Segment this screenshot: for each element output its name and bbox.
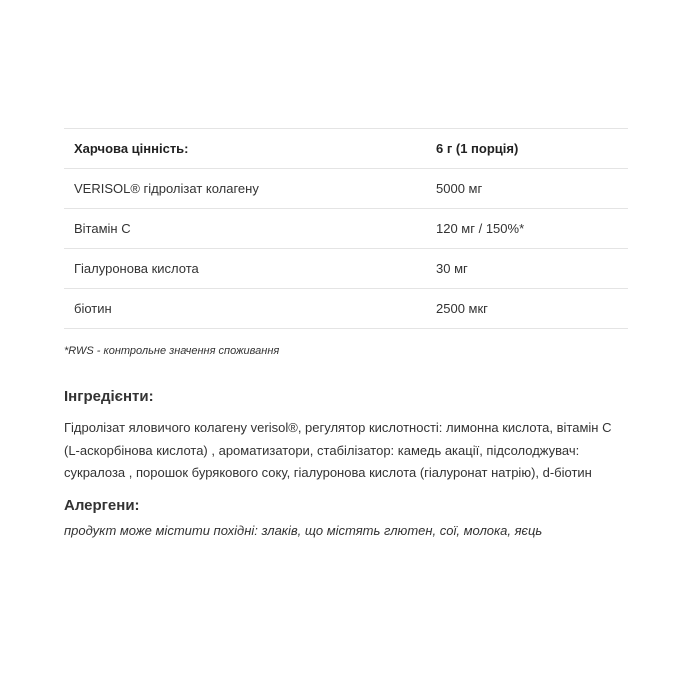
nutrient-name: Вітамін С bbox=[64, 209, 426, 249]
table-row bbox=[64, 209, 628, 249]
nutrient-name: Гіалуронова кислота bbox=[64, 249, 426, 289]
ingredients-title: Інгредієнти: bbox=[64, 388, 154, 405]
nutrient-amount: 120 мг / 150%* bbox=[426, 209, 628, 249]
table-row bbox=[64, 289, 628, 329]
nutrition-header-amount: 6 г (1 порція) bbox=[426, 129, 628, 169]
nutrient-amount: 2500 мкг bbox=[426, 289, 628, 329]
allergens-title: Алергени: bbox=[64, 496, 140, 514]
table-row bbox=[64, 249, 628, 289]
allergens-text: продукт може містити похідні: злаків, що містять глютен, сої, молока, яєць bbox=[64, 522, 543, 538]
product-info bbox=[64, 128, 628, 538]
nutrient-amount: 5000 мг bbox=[426, 169, 628, 209]
ingredients-text: Гідролізат яловичого колагену verisol®, регулятор кислотності: лимонна кислота, вітамін С (L-аскорбінова кислота) , ароматизатори, стабілізатор: камедь акації, підсолоджувач: сукралоза , порошок бурякового соку, гіалуронова кислота (гіалуронат натрію), d-біотин bbox=[64, 420, 612, 480]
nutrition-table bbox=[64, 128, 628, 329]
nutrient-amount: 30 мг bbox=[426, 249, 628, 289]
nutrient-name: VERISOL® гідролізат колагену bbox=[64, 169, 426, 209]
nutrient-name: біотин bbox=[64, 289, 426, 329]
table-row bbox=[64, 169, 628, 209]
nutrition-header-name: Харчова цінність: bbox=[64, 129, 426, 169]
rws-footnote: *RWS - контрольне значення споживання bbox=[64, 345, 280, 357]
nutrition-header-row bbox=[64, 129, 628, 169]
